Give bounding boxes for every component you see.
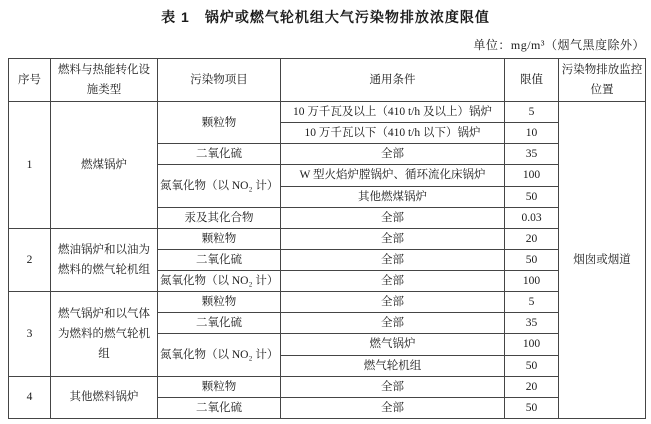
monitoring-location-cell: 烟囱或烟道 <box>559 102 646 419</box>
pollutant-cell: 氮氧化物（以 NO₂ 计） <box>158 334 281 376</box>
col-header-facility: 燃料与热能转化设施类型 <box>51 59 158 102</box>
limit-cell: 35 <box>505 144 559 165</box>
condition-cell: 全部 <box>281 207 505 228</box>
condition-cell: 10 万千瓦及以上（410 t/h 及以上）锅炉 <box>281 102 505 123</box>
pollutant-cell: 二氧化硫 <box>158 144 281 165</box>
limit-cell: 100 <box>505 271 559 292</box>
condition-cell: 全部 <box>281 376 505 397</box>
condition-cell: 全部 <box>281 292 505 313</box>
condition-cell: 全部 <box>281 144 505 165</box>
limit-cell: 35 <box>505 313 559 334</box>
pollutant-cell: 二氧化硫 <box>158 249 281 270</box>
pollutant-cell: 氮氧化物（以 NO₂ 计） <box>158 165 281 207</box>
limit-cell: 50 <box>505 397 559 418</box>
table-row <box>9 228 646 249</box>
seq-cell: 3 <box>9 292 51 377</box>
limit-cell: 20 <box>505 228 559 249</box>
pollutant-cell: 颗粒物 <box>158 376 281 397</box>
seq-cell: 1 <box>9 102 51 229</box>
condition-cell: 全部 <box>281 397 505 418</box>
facility-cell: 燃气锅炉和以气体为燃料的燃气轮机组 <box>51 292 158 377</box>
condition-cell: 全部 <box>281 249 505 270</box>
pollutant-cell: 氮氧化物（以 NO₂ 计） <box>158 271 281 292</box>
condition-cell: 燃气锅炉 <box>281 334 505 355</box>
facility-cell: 燃煤锅炉 <box>51 102 158 229</box>
pollutant-cell: 颗粒物 <box>158 292 281 313</box>
condition-cell: 10 万千瓦以下（410 t/h 以下）锅炉 <box>281 123 505 144</box>
pollutant-cell: 二氧化硫 <box>158 313 281 334</box>
col-header-condition: 通用条件 <box>281 59 505 102</box>
col-header-pollutant: 污染物项目 <box>158 59 281 102</box>
pollutant-cell: 颗粒物 <box>158 228 281 249</box>
table-row <box>9 376 646 397</box>
table-row <box>9 292 646 313</box>
condition-cell: 全部 <box>281 271 505 292</box>
limit-cell: 100 <box>505 165 559 186</box>
header-row <box>9 59 646 102</box>
pollutant-cell: 颗粒物 <box>158 102 281 144</box>
limit-cell: 100 <box>505 334 559 355</box>
limit-cell: 5 <box>505 102 559 123</box>
seq-cell: 2 <box>9 228 51 291</box>
seq-cell: 4 <box>9 376 51 418</box>
limit-cell: 20 <box>505 376 559 397</box>
limit-cell: 50 <box>505 355 559 376</box>
condition-cell: 燃气轮机组 <box>281 355 505 376</box>
limit-cell: 0.03 <box>505 207 559 228</box>
facility-cell: 燃油锅炉和以油为燃料的燃气轮机组 <box>51 228 158 291</box>
limit-cell: 10 <box>505 123 559 144</box>
limit-cell: 50 <box>505 249 559 270</box>
col-header-monitoring: 污染物排放监控位置 <box>559 59 646 102</box>
condition-cell: 全部 <box>281 228 505 249</box>
condition-cell: W 型火焰炉膛锅炉、循环流化床锅炉 <box>281 165 505 186</box>
col-header-seq: 序号 <box>9 59 51 102</box>
emission-limits-table <box>8 58 646 419</box>
condition-cell: 其他燃煤锅炉 <box>281 186 505 207</box>
unit-note: 单位：mg/m³（烟气黑度除外） <box>473 38 645 52</box>
limit-cell: 50 <box>505 186 559 207</box>
pollutant-cell: 二氧化硫 <box>158 397 281 418</box>
limit-cell: 5 <box>505 292 559 313</box>
table-row <box>9 102 646 123</box>
table-title: 表 1 锅炉或燃气轮机组大气污染物排放浓度限值 <box>161 9 490 25</box>
facility-cell: 其他燃料锅炉 <box>51 376 158 418</box>
col-header-limit: 限值 <box>505 59 559 102</box>
condition-cell: 全部 <box>281 313 505 334</box>
pollutant-cell: 汞及其化合物 <box>158 207 281 228</box>
